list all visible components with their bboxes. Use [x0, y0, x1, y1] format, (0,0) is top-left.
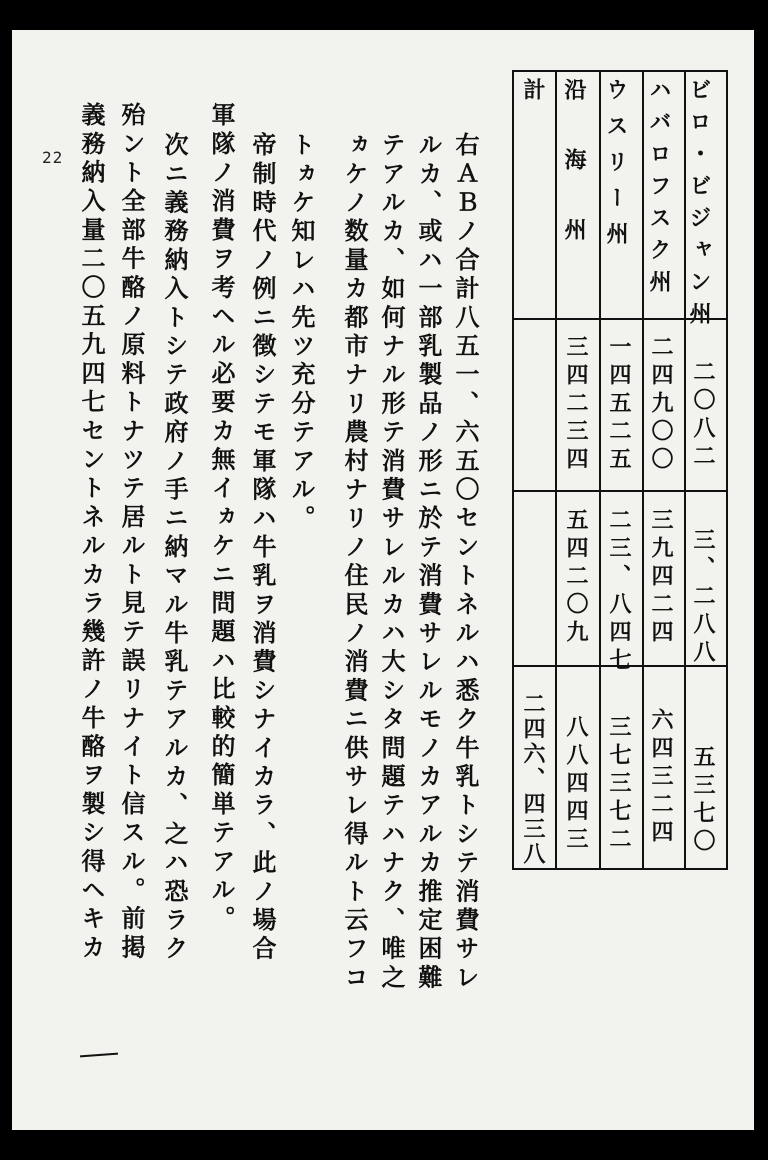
body-text-column: 殆ント全部牛酪ノ原料トナツテ居ルト見テ誤リナイト信スル。前掲 [117, 102, 146, 963]
table-rule [726, 70, 728, 870]
table-cell: 三九四二四 [648, 508, 674, 648]
table-cell: 三、二八八 [690, 528, 716, 668]
table-cell: 二四六、四三八 [520, 692, 546, 867]
document-page [12, 30, 754, 1130]
body-text-column: トヵケ知レハ先ツ充分テアル。 [287, 132, 316, 534]
body-text-column: テアルカ、如何ナル形テ消費サレルカハ大シタ問題テハナク、唯之 [377, 132, 406, 993]
body-text-column: 次ニ義務納入トシテ政府ノ手ニ納マル牛乳テアルカ、之ハ恐ラク [160, 132, 189, 965]
body-text-column: 軍隊ノ消費ヲ考ヘル必要カ無イヵケニ問題ハ比較的簡単テアル。 [207, 102, 236, 935]
body-text-column: 帝制時代ノ例ニ徴シテモ軍隊ハ牛乳ヲ消費シナイカラ、此ノ場合 [248, 132, 277, 965]
table-rule [599, 70, 601, 870]
margin-mark [80, 1053, 118, 1058]
table-cell: 五三七〇 [690, 745, 716, 857]
page-number: 22 [42, 148, 64, 167]
table-header: 沿海州 [561, 78, 587, 288]
table-rule [512, 70, 728, 72]
body-text-column: ルカ、或ハ一部乳製品ノ形ニ於テ消費サレルモノカアルカ推定困難 [414, 132, 443, 993]
table-rule [512, 70, 514, 870]
table-cell: 一四五二五 [606, 335, 632, 475]
table-header: 計 [520, 78, 546, 110]
table-rule [512, 490, 728, 492]
table-rule [555, 70, 557, 870]
table-header: ウスリー州 [603, 78, 629, 258]
table-rule [512, 868, 728, 870]
table-cell: 三四二三四 [563, 335, 589, 475]
table-rule [642, 70, 644, 870]
table-cell: 二〇八二 [690, 360, 716, 472]
table-cell: 五四二〇九 [563, 508, 589, 648]
table-cell: 二四九〇〇 [648, 335, 674, 475]
table-cell: 二三、八四七 [606, 508, 632, 676]
table-cell: 八八四四三 [563, 715, 589, 855]
table-header: ハバロフスク州 [646, 78, 672, 302]
table-cell: 三七三七二 [606, 715, 632, 855]
body-text-column: 右ＡＢノ合計八五一、六五〇セントネルハ悉ク牛乳トシテ消費サレ [451, 132, 480, 993]
body-text-column: ヵケノ数量カ都市ナリ農村ナリノ住民ノ消費ニ供サレ得ルト云フコ [340, 132, 369, 993]
statistics-table [512, 70, 728, 870]
table-cell: 六四三二四 [648, 708, 674, 848]
body-text-column: 義務納入量二〇五九四七セントネルカラ幾許ノ牛酪ヲ製シ得ヘキカ [77, 102, 106, 963]
table-header: ビロ・ビジャン州 [686, 78, 712, 334]
